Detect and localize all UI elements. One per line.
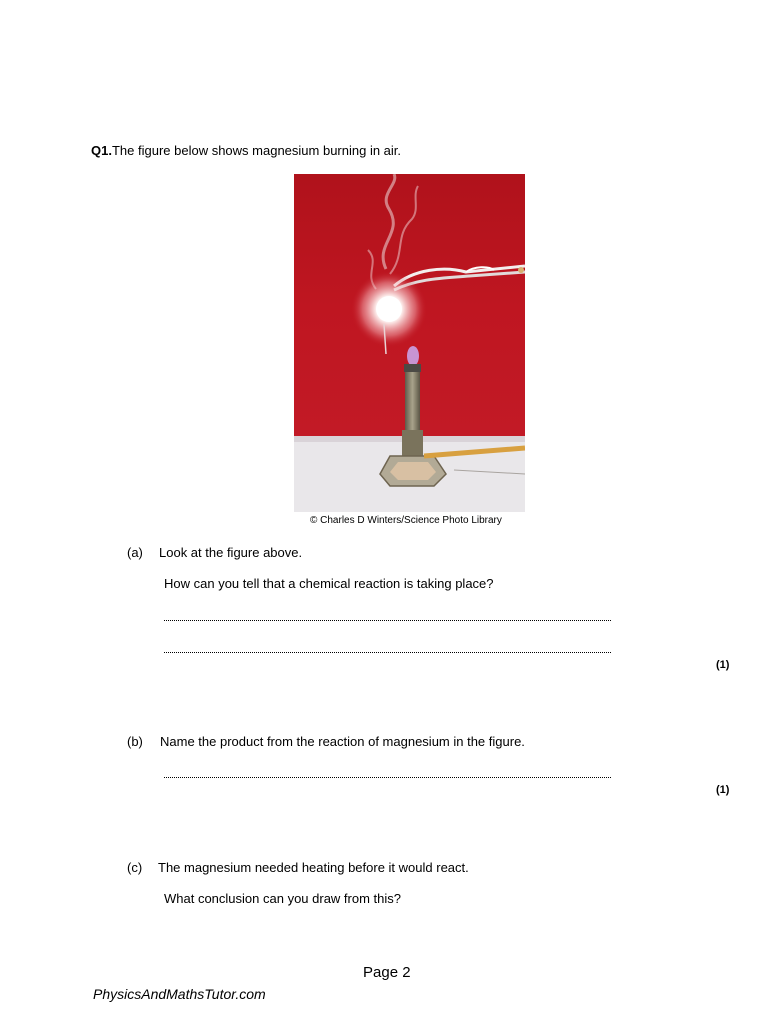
part-a-text: Look at the figure above. bbox=[159, 545, 303, 560]
marks-badge: (1) bbox=[716, 784, 730, 796]
part-a-question: How can you tell that a chemical reaction is taking place? bbox=[164, 576, 494, 591]
figure-credit: © Charles D Winters/Science Photo Library bbox=[310, 515, 502, 526]
part-c-question: What conclusion can you draw from this? bbox=[164, 891, 401, 906]
part-b-label: (b) bbox=[127, 734, 143, 749]
part-c-label: (c) bbox=[127, 860, 143, 875]
answer-line[interactable] bbox=[164, 610, 611, 621]
marks-badge: (1) bbox=[716, 659, 730, 671]
answer-line[interactable] bbox=[164, 767, 611, 778]
site-watermark: PhysicsAndMathsTutor.com bbox=[93, 986, 266, 1002]
answer-line[interactable] bbox=[164, 642, 611, 653]
part-b-text: Name the product from the reaction of magnesium in the figure. bbox=[160, 734, 525, 749]
question-number: Q1. bbox=[91, 143, 112, 158]
part-a-label: (a) bbox=[127, 545, 143, 560]
question-intro: The figure below shows magnesium burning in air. bbox=[111, 143, 402, 158]
magnesium-burning-photo bbox=[294, 174, 525, 512]
question-heading bbox=[91, 143, 401, 158]
part-c-text: The magnesium needed heating before it would react. bbox=[158, 860, 469, 875]
page-number: Page 2 bbox=[363, 964, 411, 981]
